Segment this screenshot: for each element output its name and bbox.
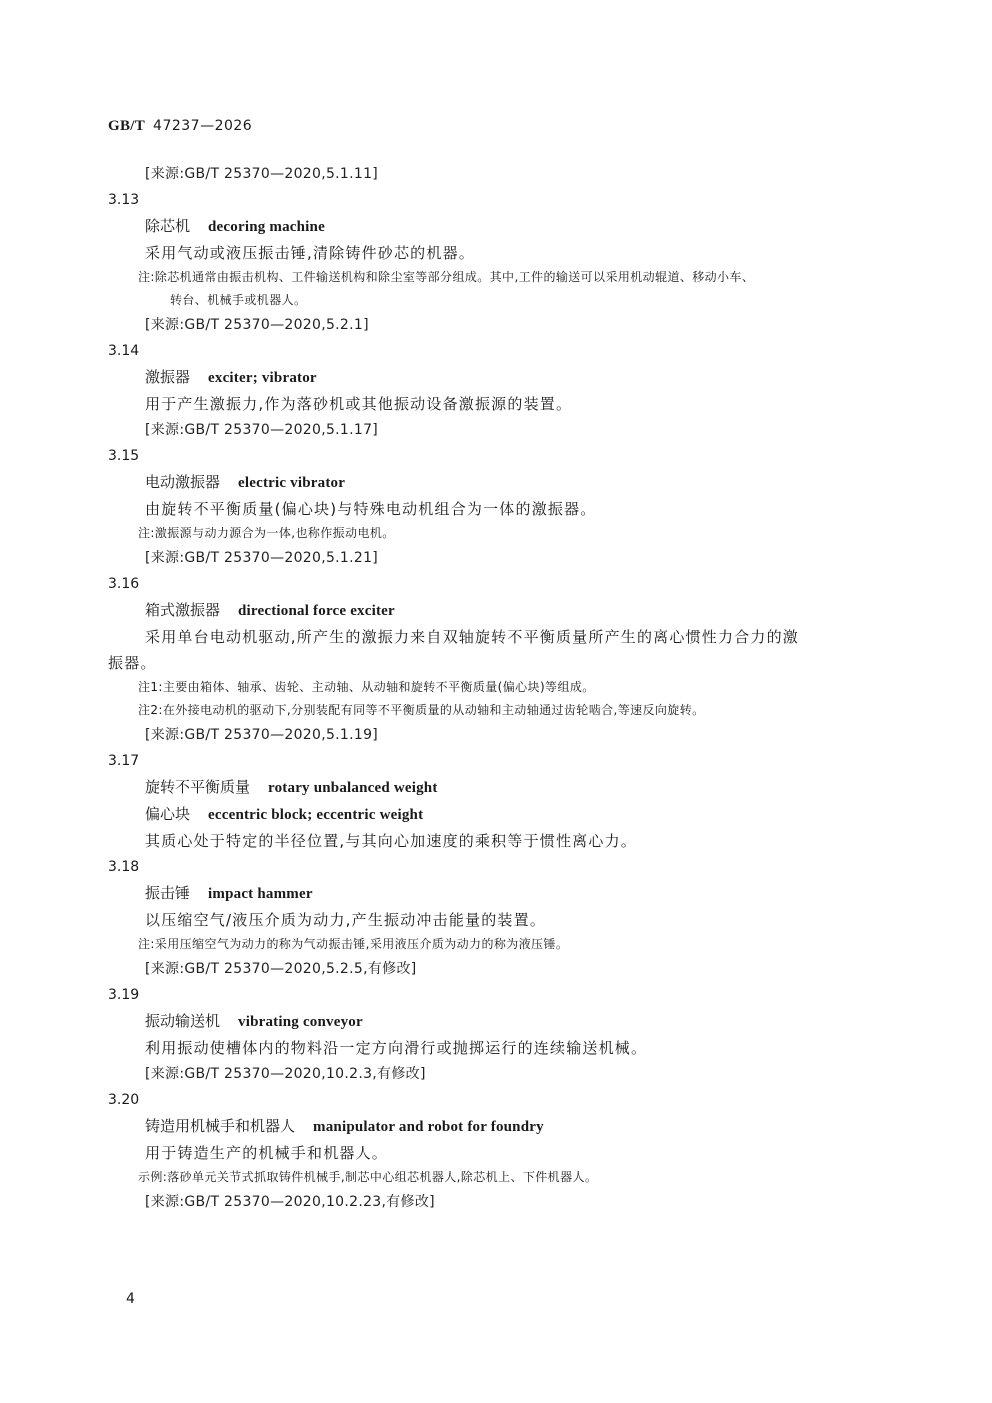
term-entry	[108, 364, 884, 391]
term-en: directional force exciter	[238, 603, 395, 619]
source-citation: [来源:GB/T 25370—2020,5.1.11]	[145, 166, 379, 182]
term-zh: 振动输送机	[145, 1012, 221, 1030]
clause-number: 3.19	[108, 987, 140, 1003]
term-zh: 电动激振器	[145, 473, 221, 491]
page-number: 4	[126, 1291, 135, 1307]
term-entry	[108, 880, 884, 907]
note: 注1:主要由箱体、轴承、齿轮、主动轴、从动轴和旋转不平衡质量(偏心块)等组成。	[138, 680, 595, 694]
term-en: vibrating conveyor	[238, 1014, 363, 1030]
note-continuation: 转台、机械手或机器人。	[170, 293, 307, 307]
definition-continuation: 振器。	[108, 654, 157, 672]
clause-number: 3.13	[108, 192, 140, 208]
definition: 其质心处于特定的半径位置,与其向心加速度的乘积等于惯性离心力。	[145, 832, 637, 850]
definition: 以压缩空气/液压介质为动力,产生振动冲击能量的装置。	[145, 911, 547, 929]
source-citation: [来源:GB/T 25370—2020,5.1.17]	[145, 422, 379, 438]
clause-number: 3.16	[108, 576, 140, 592]
note: 注2:在外接电动机的驱动下,分别装配有同等不平衡质量的从动轴和主动轴通过齿轮啮合,等速反向旋转。	[138, 703, 705, 717]
definition: 采用气动或液压振击锤,清除铸件砂芯的机器。	[145, 244, 475, 262]
term-zh: 振击锤	[145, 884, 191, 902]
clause-number: 3.18	[108, 859, 140, 875]
term-entry	[108, 1008, 884, 1035]
term-zh: 除芯机	[145, 217, 191, 235]
term-entry	[108, 469, 884, 496]
term-en: impact hammer	[208, 886, 313, 902]
definition: 利用振动使槽体内的物料沿一定方向滑行或抛掷运行的连续输送机械。	[145, 1039, 648, 1057]
term-zh: 铸造用机械手和机器人	[145, 1117, 296, 1135]
source-citation: [来源:GB/T 25370—2020,5.2.5,有修改]	[145, 961, 417, 977]
term-en: decoring machine	[208, 219, 325, 235]
term-en: eccentric block; eccentric weight	[208, 807, 424, 823]
definition: 采用单台电动机驱动,所产生的激振力来自双轴旋转不平衡质量所产生的离心惯性力合力的激	[145, 628, 799, 646]
clause-number: 3.15	[108, 448, 140, 464]
standard-number: 47237—2026	[153, 118, 253, 134]
term-en: exciter; vibrator	[208, 370, 317, 386]
document-body	[108, 161, 884, 1215]
source-citation: [来源:GB/T 25370—2020,5.2.1]	[145, 317, 369, 333]
term-en: electric vibrator	[238, 475, 346, 491]
clause-number: 3.20	[108, 1092, 140, 1108]
clause-number: 3.14	[108, 343, 140, 359]
term-zh: 激振器	[145, 368, 191, 386]
definition: 用于产生激振力,作为落砂机或其他振动设备激振源的装置。	[145, 395, 573, 413]
note: 注:除芯机通常由振击机构、工件输送机构和除尘室等部分组成。其中,工件的输送可以采用机动辊道、移动小车、	[138, 270, 755, 284]
term-entry	[108, 774, 884, 801]
term-entry	[108, 213, 884, 240]
clause-number: 3.17	[108, 753, 140, 769]
source-citation: [来源:GB/T 25370—2020,5.1.19]	[145, 727, 379, 743]
term-zh: 箱式激振器	[145, 601, 221, 619]
term-entry	[108, 1113, 884, 1140]
document-header	[108, 118, 252, 135]
term-zh: 偏心块	[145, 805, 191, 823]
term-entry-synonym	[108, 801, 884, 828]
source-citation: [来源:GB/T 25370—2020,5.1.21]	[145, 550, 379, 566]
term-entry	[108, 597, 884, 624]
term-zh: 旋转不平衡质量	[145, 778, 251, 796]
standard-code: GB/T	[108, 118, 146, 134]
term-en: rotary unbalanced weight	[268, 780, 438, 796]
source-citation: [来源:GB/T 25370—2020,10.2.3,有修改]	[145, 1066, 426, 1082]
definition: 由旋转不平衡质量(偏心块)与特殊电动机组合为一体的激振器。	[145, 500, 597, 518]
note: 注:激振源与动力源合为一体,也称作振动电机。	[138, 526, 395, 540]
term-en: manipulator and robot for foundry	[313, 1119, 544, 1135]
example: 示例:落砂单元关节式抓取铸件机械手,制芯中心组芯机器人,除芯机上、下件机器人。	[138, 1170, 598, 1184]
definition: 用于铸造生产的机械手和机器人。	[145, 1144, 389, 1162]
source-citation: [来源:GB/T 25370—2020,10.2.23,有修改]	[145, 1194, 435, 1210]
note: 注:采用压缩空气为动力的称为气动振击锤,采用液压介质为动力的称为液压锤。	[138, 937, 569, 951]
